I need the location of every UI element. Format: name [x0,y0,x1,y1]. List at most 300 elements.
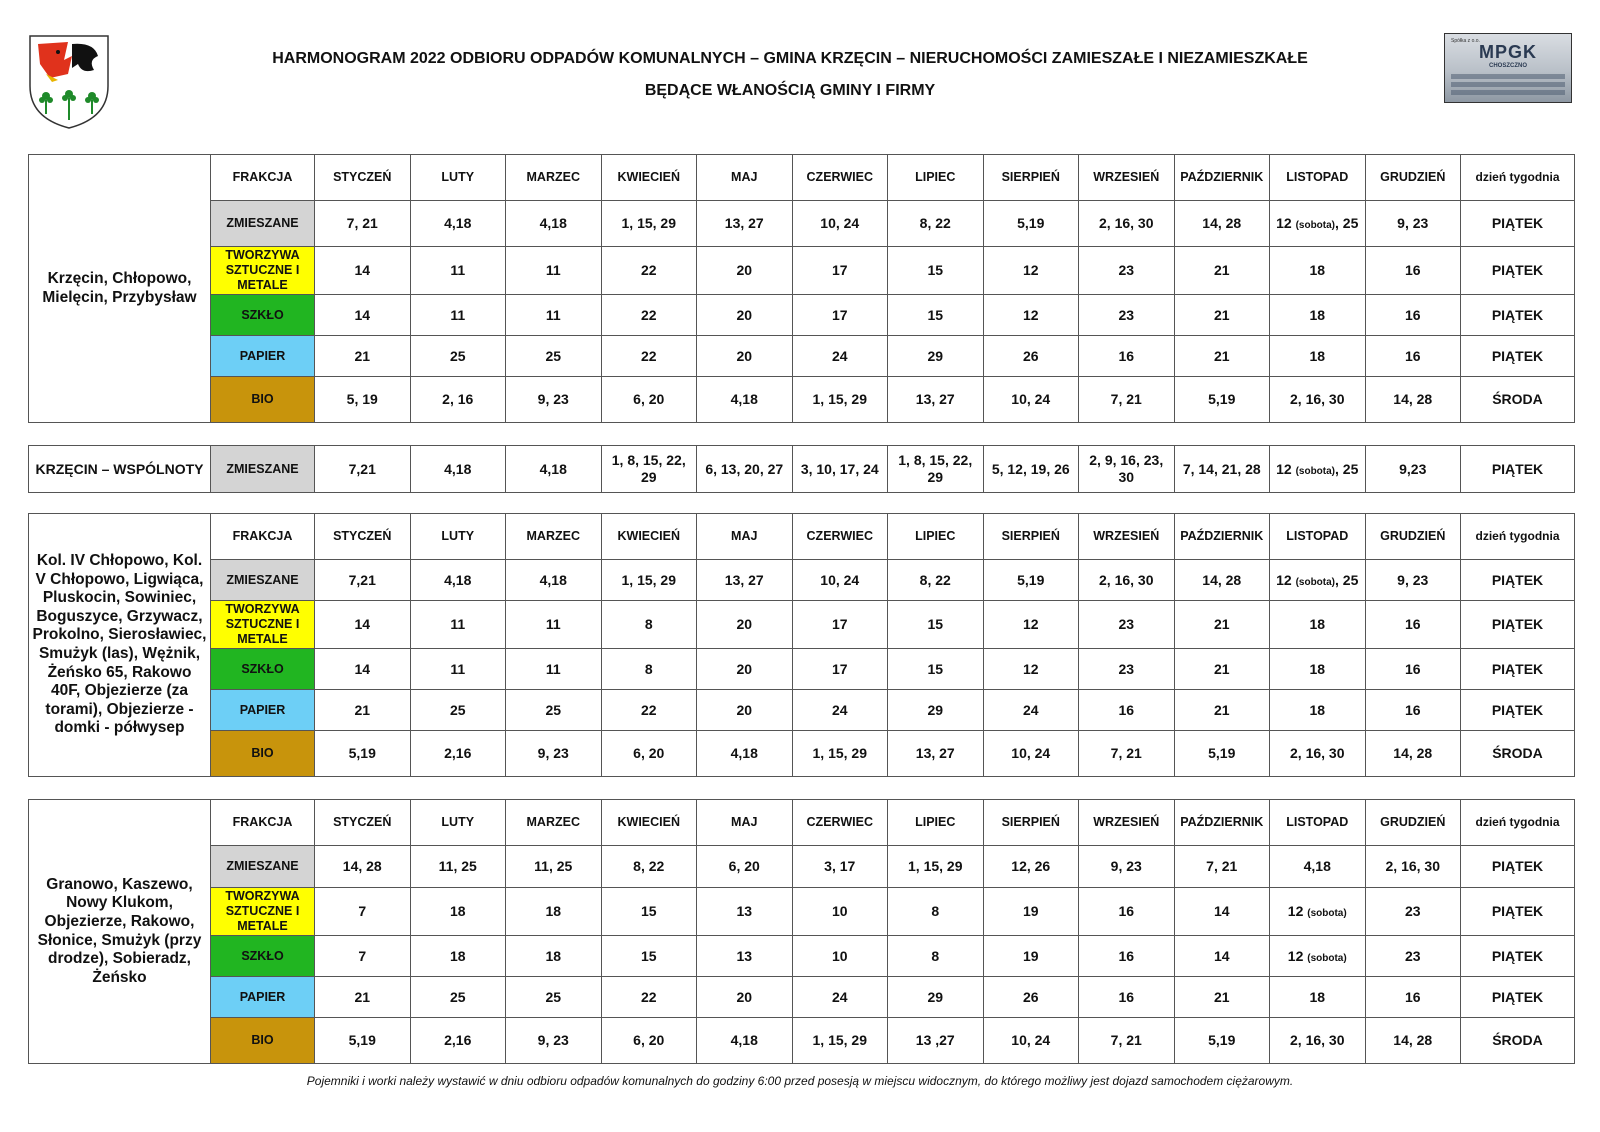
date-cell: 1, 15, 29 [792,377,888,423]
date-cell: 1, 15, 29 [601,201,697,247]
logo-stripe [1451,82,1565,87]
weekday-cell: PIĄTEK [1461,247,1575,295]
logo-stripe [1451,74,1565,79]
date-cell: 7, 21 [1079,731,1175,777]
date-cell: 9, 23 [1365,201,1461,247]
month-header: SIERPIEŃ [983,800,1079,846]
fraction-label: BIO [211,1018,315,1064]
saturday-note: (sobota) [1295,220,1336,231]
fraction-label: PAPIER [211,336,315,377]
month-header: CZERWIEC [792,514,888,560]
date-cell: 14, 28 [1365,377,1461,423]
month-header: WRZESIEŃ [1079,800,1175,846]
month-header: STYCZEŃ [315,155,411,201]
date-cell: 16 [1365,690,1461,731]
date-cell: 17 [792,601,888,649]
frakcja-header: FRAKCJA [211,800,315,846]
date-cell: 11 [506,247,602,295]
row-papier [29,977,1575,1018]
date-cell: 23 [1079,649,1175,690]
frakcja-header: FRAKCJA [211,155,315,201]
month-header: STYCZEŃ [315,800,411,846]
date-cell [1270,888,1366,936]
date-cell: 18 [1270,977,1366,1018]
weekday-cell: PIĄTEK [1461,936,1575,977]
date-value: 12 [1276,460,1292,477]
date-cell: 8 [601,601,697,649]
date-cell: 9,23 [1365,446,1461,493]
date-cell: 29 [888,977,984,1018]
date-cell: 14 [315,601,411,649]
fraction-label: PAPIER [211,690,315,731]
date-cell: 25 [410,690,506,731]
date-cell: 15 [601,888,697,936]
logo-stripe [1451,90,1565,95]
date-cell: 14 [315,649,411,690]
date-cell: 13, 27 [888,377,984,423]
month-header: GRUDZIEŃ [1365,514,1461,560]
date-cell: 14, 28 [1365,731,1461,777]
date-cell: 13 [697,936,793,977]
date-cell: 18 [1270,649,1366,690]
month-header: GRUDZIEŃ [1365,155,1461,201]
date-cell: 10, 24 [983,377,1079,423]
date-cell: 16 [1079,888,1175,936]
location-cell: Kol. IV Chłopowo, Kol. V Chłopowo, Ligwiąca, Pluskocin, Sowiniec, Boguszyce, Grzywacz, Prokolno, Sierosławiec, Smużyk (las), Wężnik, Żeńsko 65, Rakowo 40F, Objezierze (za torami), Objezierze - domki - półwysep [29,514,211,777]
date-cell: 7,21 [315,560,411,601]
month-header: GRUDZIEŃ [1365,800,1461,846]
fraction-label: ZMIESZANE [211,446,315,493]
date-cell: 17 [792,247,888,295]
date-cell: 14 [1174,936,1270,977]
row-bio [29,377,1575,423]
date-cell: 5, 19 [315,377,411,423]
date-cell: 8 [888,936,984,977]
month-header: PAŹDZIERNIK [1174,155,1270,201]
month-header: PAŹDZIERNIK [1174,800,1270,846]
date-cell: 29 [888,336,984,377]
month-header: LIPIEC [888,514,984,560]
month-header: SIERPIEŃ [983,155,1079,201]
date-cell: 10, 24 [792,560,888,601]
month-header: SIERPIEŃ [983,514,1079,560]
document-subtitle: BĘDĄCE WŁANOŚCIĄ GMINY I FIRMY [644,82,936,99]
date-cell: 11 [410,649,506,690]
date-cell: 2, 16, 30 [1079,201,1175,247]
header-row [29,800,1575,846]
row-bio [29,1018,1575,1064]
date-cell: 2, 16, 30 [1270,731,1366,777]
date-cell: 2,16 [410,731,506,777]
date-cell: 10 [792,936,888,977]
date-cell: 7, 14, 21, 28 [1174,446,1270,493]
saturday-note: (sobota) [1307,952,1347,964]
month-header: LUTY [410,800,506,846]
date-cell: 18 [410,888,506,936]
date-cell: 4,18 [697,377,793,423]
date-cell: 16 [1365,601,1461,649]
date-cell: 11 [410,601,506,649]
date-cell: 20 [697,295,793,336]
month-header: LISTOPAD [1270,800,1366,846]
fraction-label: PAPIER [211,977,315,1018]
month-header: MARZEC [506,800,602,846]
date-cell: 8, 22 [888,560,984,601]
row-szklo [29,936,1575,977]
month-header: KWIECIEŃ [601,514,697,560]
date-cell: 12, 26 [983,846,1079,888]
date-cell: 16 [1079,336,1175,377]
date-cell: 23 [1079,295,1175,336]
date-cell: 13, 27 [697,201,793,247]
month-header: LUTY [410,155,506,201]
date-cell: 25 [506,977,602,1018]
date-cell: 9, 23 [1365,560,1461,601]
day-header: dzień tygodnia [1461,155,1575,201]
fraction-label: ZMIESZANE [211,846,315,888]
date-cell: 20 [697,247,793,295]
date-cell: 14 [1174,888,1270,936]
date-value: , 25 [1335,460,1359,477]
date-cell: 24 [792,336,888,377]
date-cell: 4,18 [506,201,602,247]
date-cell: 11 [506,295,602,336]
date-cell: 4,18 [1270,846,1366,888]
date-cell: 18 [1270,247,1366,295]
date-cell: 20 [697,977,793,1018]
date-cell: 10, 24 [983,1018,1079,1064]
date-cell: 2, 16, 30 [1365,846,1461,888]
date-cell: 21 [1174,977,1270,1018]
weekday-cell: PIĄTEK [1461,295,1575,336]
date-cell: 7, 21 [315,201,411,247]
fraction-label: TWORZYWA SZTUCZNE I METALE [211,601,315,649]
date-cell: 22 [601,295,697,336]
date-cell: 7,21 [315,446,411,493]
date-cell: 12 [983,295,1079,336]
weekday-cell: PIĄTEK [1461,649,1575,690]
weekday-cell: PIĄTEK [1461,560,1575,601]
date-cell: 4,18 [410,446,506,493]
date-cell: 5,19 [983,201,1079,247]
date-cell: 11 [506,601,602,649]
location-cell: Granowo, Kaszewo, Nowy Klukom, Objezierze, Rakowo, Słonice, Smużyk (przy drodze), Sobieradz, Żeńsko [29,800,211,1064]
date-cell: 19 [983,888,1079,936]
date-cell: 1, 15, 29 [601,560,697,601]
date-cell: 14 [315,247,411,295]
weekday-cell: PIĄTEK [1461,977,1575,1018]
fraction-label: BIO [211,731,315,777]
date-cell: 2, 16, 30 [1079,560,1175,601]
date-cell: 10, 24 [792,201,888,247]
date-cell: 13, 27 [697,560,793,601]
row-papier [29,690,1575,731]
saturday-note: (sobota) [1295,465,1336,477]
date-cell: 6, 20 [601,1018,697,1064]
date-cell: 4,18 [506,446,602,493]
date-cell: 11 [410,295,506,336]
date-cell: 21 [1174,336,1270,377]
date-cell: 21 [1174,649,1270,690]
date-cell: 23 [1079,247,1175,295]
row-tworzywa [29,247,1575,295]
month-header: MARZEC [506,155,602,201]
date-cell: 12 [983,247,1079,295]
date-cell [1270,560,1366,601]
month-header: WRZESIEŃ [1079,155,1175,201]
weekday-cell: PIĄTEK [1461,336,1575,377]
date-cell: 5,19 [315,731,411,777]
date-cell: 15 [888,649,984,690]
date-cell: 11, 25 [410,846,506,888]
date-cell: 21 [1174,295,1270,336]
date-cell: 14 [315,295,411,336]
date-value: , 25 [1335,215,1359,231]
date-cell [1270,201,1366,247]
row-zmieszane [29,446,1575,493]
date-cell: 21 [1174,601,1270,649]
date-cell: 23 [1365,888,1461,936]
date-cell: 21 [315,977,411,1018]
date-cell: 2, 9, 16, 23, 30 [1079,446,1175,493]
date-cell: 2, 16, 30 [1270,1018,1366,1064]
row-zmieszane [29,846,1575,888]
date-cell: 10 [792,888,888,936]
weekday-cell: ŚRODA [1461,1018,1575,1064]
date-cell: 4,18 [410,201,506,247]
date-cell: 16 [1365,295,1461,336]
date-value: , 25 [1335,571,1359,588]
date-cell: 22 [601,977,697,1018]
date-cell: 21 [1174,247,1270,295]
schedule-table-1 [28,154,1575,423]
schedule-table-2 [28,445,1575,493]
month-header: STYCZEŃ [315,514,411,560]
date-cell: 16 [1365,977,1461,1018]
date-cell: 20 [697,601,793,649]
month-header: LUTY [410,514,506,560]
date-cell: 24 [983,690,1079,731]
row-zmieszane [29,560,1575,601]
date-cell: 2, 16 [410,377,506,423]
month-header: MAJ [697,155,793,201]
date-cell: 1, 15, 29 [888,846,984,888]
date-cell: 5,19 [1174,731,1270,777]
date-cell: 14, 28 [1365,1018,1461,1064]
date-cell: 5,19 [983,560,1079,601]
date-cell: 7 [315,936,411,977]
date-cell: 26 [983,977,1079,1018]
date-cell: 22 [601,247,697,295]
weekday-cell: PIĄTEK [1461,888,1575,936]
date-cell: 25 [410,336,506,377]
weekday-cell: PIĄTEK [1461,446,1575,493]
date-cell: 16 [1079,936,1175,977]
date-cell: 18 [1270,601,1366,649]
date-cell: 25 [506,336,602,377]
date-cell: 21 [315,690,411,731]
date-cell: 17 [792,295,888,336]
date-cell: 29 [888,690,984,731]
date-cell: 4,18 [697,1018,793,1064]
fraction-label: SZKŁO [211,295,315,336]
date-cell: 16 [1079,690,1175,731]
date-cell: 15 [601,936,697,977]
date-cell: 5,19 [1174,377,1270,423]
date-cell: 2,16 [410,1018,506,1064]
document-title: HARMONOGRAM 2022 ODBIORU ODPADÓW KOMUNALNYCH – GMINA KRZĘCIN – NIERUCHOMOŚCI ZAMIESZAŁE I NIEZAMIESZKAŁE [272,50,1308,67]
date-cell: 22 [601,690,697,731]
row-bio [29,731,1575,777]
mpgk-logo: Spółka z o.o. MPGK CHOSZCZNO [1444,33,1572,103]
fraction-label: ZMIESZANE [211,201,315,247]
date-cell: 20 [697,336,793,377]
date-cell: 8 [888,888,984,936]
date-cell: 20 [697,690,793,731]
weekday-cell: PIĄTEK [1461,201,1575,247]
month-header: MAJ [697,800,793,846]
date-cell: 3, 10, 17, 24 [792,446,888,493]
fraction-label: SZKŁO [211,936,315,977]
date-cell: 17 [792,649,888,690]
date-cell: 20 [697,649,793,690]
row-szklo [29,649,1575,690]
date-cell: 16 [1365,649,1461,690]
date-cell: 8, 22 [888,201,984,247]
row-tworzywa [29,888,1575,936]
date-value: 12 [1276,215,1292,231]
date-cell: 4,18 [410,560,506,601]
month-header: LISTOPAD [1270,514,1366,560]
date-cell: 5,19 [315,1018,411,1064]
date-cell: 18 [410,936,506,977]
row-papier [29,336,1575,377]
schedule-table-3 [28,513,1575,777]
row-tworzywa [29,601,1575,649]
date-cell: 5,19 [1174,1018,1270,1064]
date-cell: 21 [315,336,411,377]
date-cell: 18 [1270,336,1366,377]
month-header: LIPIEC [888,800,984,846]
date-value: 12 [1287,947,1304,964]
location-cell: Krzęcin, Chłopowo, Mielęcin, Przybysław [29,155,211,423]
date-cell: 1, 15, 29 [792,731,888,777]
date-cell: 3, 17 [792,846,888,888]
fraction-label: SZKŁO [211,649,315,690]
date-cell: 12 [983,601,1079,649]
schedule-table-4 [28,799,1575,1064]
row-zmieszane [29,201,1575,247]
date-cell: 2, 16, 30 [1270,377,1366,423]
date-cell: 13 ,27 [888,1018,984,1064]
date-cell: 21 [1174,690,1270,731]
date-cell: 23 [1365,936,1461,977]
date-cell: 9, 23 [506,731,602,777]
frakcja-header: FRAKCJA [211,514,315,560]
date-cell: 1, 15, 29 [792,1018,888,1064]
date-cell: 26 [983,336,1079,377]
date-cell: 7 [315,888,411,936]
header-row [29,155,1575,201]
date-value: 12 [1276,571,1292,588]
gmina-crest-logo [28,34,110,130]
date-cell: 15 [888,601,984,649]
date-cell: 25 [506,690,602,731]
fraction-label: BIO [211,377,315,423]
date-cell: 25 [410,977,506,1018]
date-cell: 13 [697,888,793,936]
date-cell: 6, 20 [697,846,793,888]
fraction-label: TWORZYWA SZTUCZNE I METALE [211,888,315,936]
date-cell: 15 [888,295,984,336]
date-value: 12 [1287,903,1304,919]
day-header: dzień tygodnia [1461,800,1575,846]
month-header: WRZESIEŃ [1079,514,1175,560]
date-cell: 12 [983,649,1079,690]
date-cell [1270,936,1366,977]
month-header: LIPIEC [888,155,984,201]
date-cell: 7, 21 [1174,846,1270,888]
fraction-label: TWORZYWA SZTUCZNE I METALE [211,247,315,295]
date-cell: 24 [792,690,888,731]
day-header: dzień tygodnia [1461,514,1575,560]
date-cell: 4,18 [697,731,793,777]
date-cell: 9, 23 [506,1018,602,1064]
date-cell: 14, 28 [1174,560,1270,601]
month-header: PAŹDZIERNIK [1174,514,1270,560]
date-cell: 9, 23 [1079,846,1175,888]
date-cell: 14, 28 [1174,201,1270,247]
date-cell: 16 [1365,247,1461,295]
date-cell: 1, 8, 15, 22, 29 [888,446,984,493]
date-cell: 11 [506,649,602,690]
date-cell: 18 [506,936,602,977]
date-cell: 10, 24 [983,731,1079,777]
month-header: CZERWIEC [792,155,888,201]
row-szklo [29,295,1575,336]
date-cell: 9, 23 [506,377,602,423]
weekday-cell: ŚRODA [1461,731,1575,777]
weekday-cell: PIĄTEK [1461,601,1575,649]
month-header: KWIECIEŃ [601,800,697,846]
month-header: LISTOPAD [1270,155,1366,201]
date-cell: 4,18 [506,560,602,601]
date-cell: 5, 12, 19, 26 [983,446,1079,493]
weekday-cell: PIĄTEK [1461,846,1575,888]
date-cell: 24 [792,977,888,1018]
saturday-note: (sobota) [1307,908,1347,919]
weekday-cell: PIĄTEK [1461,690,1575,731]
date-cell: 13, 27 [888,731,984,777]
month-header: MAJ [697,514,793,560]
footer-note: Pojemniki i worki należy wystawić w dniu odbioru odpadów komunalnych do godziny 6:00 przed posesją w miejscu widocznym, do którego możliwy jest dojazd samochodem ciężarowym. [306,1074,1294,1088]
date-cell [1270,446,1366,493]
date-cell: 23 [1079,601,1175,649]
header-row [29,514,1575,560]
date-cell: 16 [1079,977,1175,1018]
date-cell: 11 [410,247,506,295]
date-cell: 1, 8, 15, 22, 29 [601,446,697,493]
date-cell: 18 [506,888,602,936]
date-cell: 6, 13, 20, 27 [697,446,793,493]
date-cell: 8 [601,649,697,690]
date-cell: 19 [983,936,1079,977]
date-cell: 11, 25 [506,846,602,888]
date-cell: 18 [1270,690,1366,731]
weekday-cell: ŚRODA [1461,377,1575,423]
date-cell: 7, 21 [1079,377,1175,423]
date-cell: 6, 20 [601,731,697,777]
